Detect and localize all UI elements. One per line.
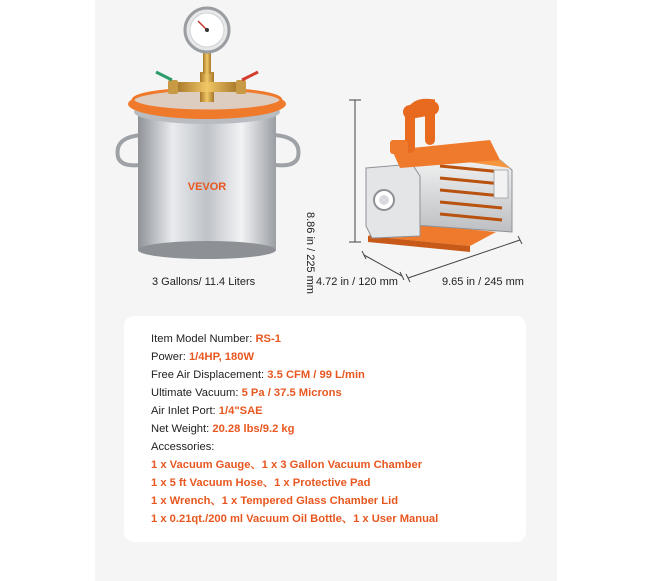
chamber-capacity-label: 3 Gallons/ 11.4 Liters — [152, 276, 256, 288]
spec-label: Ultimate Vacuum: — [151, 387, 239, 399]
spec-row-ultimate-vacuum — [151, 384, 342, 402]
accessory-line: 1 x 5 ft Vacuum Hose、1 x Protective Pad — [151, 477, 371, 489]
spec-value: 3.5 CFM / 99 L/min — [267, 369, 365, 381]
spec-value: 1/4HP, 180W — [188, 351, 255, 363]
accessory-line: 1 x Wrench、1 x Tempered Glass Chamber Lid — [151, 495, 399, 507]
spec-label: Net Weight: — [151, 423, 210, 435]
product-illustration — [95, 0, 557, 300]
accessories-heading — [151, 438, 214, 456]
spec-row-net-weight — [151, 420, 294, 438]
spec-row-power — [151, 348, 254, 366]
spec-label: Air Inlet Port: — [151, 405, 216, 417]
chamber-brand-logo: VEVOR — [187, 181, 227, 193]
spec-value: 20.28 lbs/9.2 kg — [212, 423, 295, 435]
spec-label: Free Air Displacement: — [151, 369, 265, 381]
accessory-line: 1 x Vacuum Gauge、1 x 3 Gallon Vacuum Chamber — [151, 459, 423, 471]
spec-value: 5 Pa / 37.5 Microns — [241, 387, 342, 399]
pump-height-label: 8.86 in / 225 mm — [304, 212, 316, 294]
spec-label: Power: — [151, 351, 186, 363]
vacuum-chamber-image — [118, 8, 299, 259]
accessories-label: Accessories: — [151, 441, 215, 453]
spec-row-air-displacement — [151, 366, 365, 384]
spec-value: RS-1 — [255, 333, 281, 345]
spec-row-inlet-port — [151, 402, 263, 420]
spec-label: Item Model Number: — [151, 333, 253, 345]
spec-row-model — [151, 330, 281, 348]
pump-length-label: 9.65 in / 245 mm — [442, 276, 524, 288]
vacuum-pump-image — [366, 104, 512, 252]
accessory-line: 1 x 0.21qt./200 ml Vacuum Oil Bottle、1 x User Manual — [151, 513, 439, 525]
pump-width-label: 4.72 in / 120 mm — [316, 276, 398, 288]
spec-value: 1/4"SAE — [218, 405, 263, 417]
